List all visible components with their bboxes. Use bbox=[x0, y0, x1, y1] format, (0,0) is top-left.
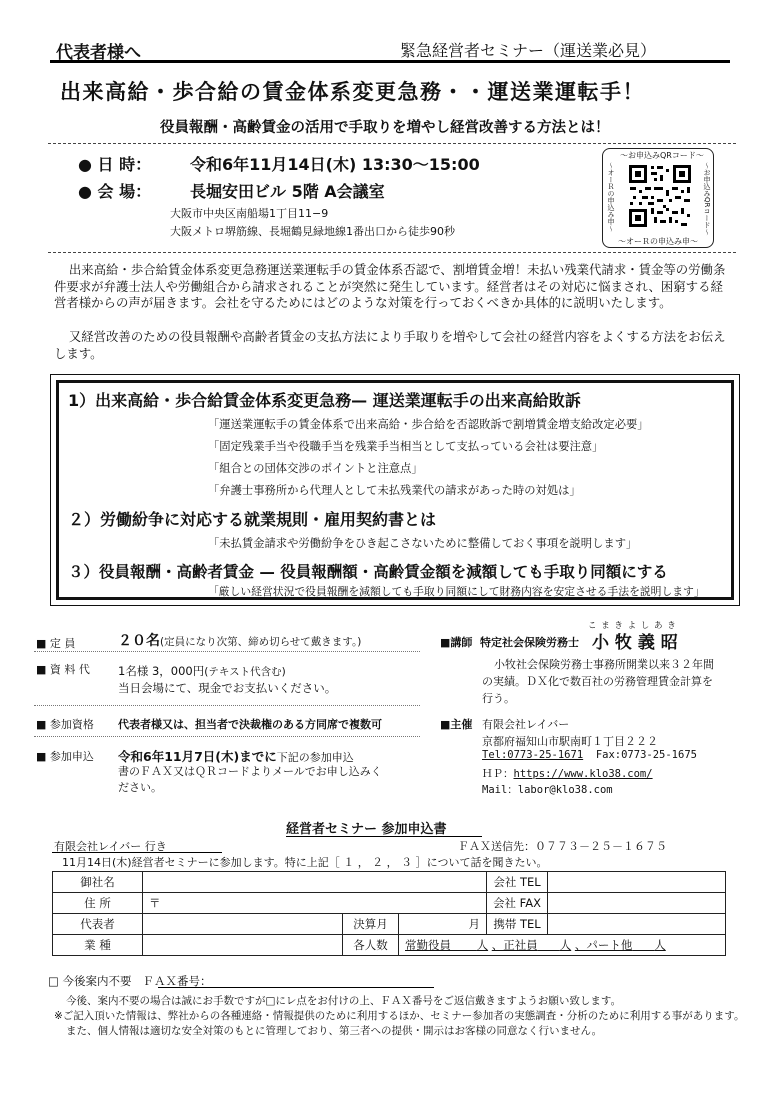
section-1-heading: 1）出来高給・歩合給賃金体系変更急務— 運送業運転手の出来高給敗訴 bbox=[68, 391, 581, 410]
footer-note-3: また、個人情報は適切な安全対策のもとに管理しており、第三者への提供・開示はお客様の同意なく行いません。 bbox=[66, 1025, 603, 1037]
subtitle: 役員報酬・高齢賃金の活用で手取りを増やし経営改善する方法とは！ bbox=[160, 120, 610, 136]
organizer-label: ■主催 bbox=[440, 718, 473, 731]
event-address: 大阪市中央区南船場1丁目11−9 bbox=[170, 207, 329, 220]
form-address-field[interactable] bbox=[143, 893, 487, 914]
intro-paragraph-1: 出来高給・歩合給賃金体系変更急務運送業運転手の賃金体系否認で、割増賃金増！未払い残業代請求・賃金等の労働条件要求が弁護士法人や労働組合から請求されることが突然に発生しています。経営者はその対応に悩まされ、困窮する経営者様からの声が届きます。会社を守るためにはどのような対策を行っておくべきか具体的に説明いたします。 bbox=[54, 262, 726, 310]
fee-value-group bbox=[118, 660, 286, 679]
organizer-mail[interactable]: Mail：labor@klo38.com bbox=[482, 784, 613, 796]
dashed-divider-mid bbox=[48, 252, 736, 253]
form-industry-field[interactable] bbox=[143, 935, 343, 956]
organizer-address: 京都府福知山市駅南町１丁目２２２ bbox=[482, 735, 658, 748]
main-title: 出来高給・歩合給の賃金体系変更急務・・運送業運転手！ bbox=[60, 79, 645, 104]
section-2-item: 「未払賃金請求や労働紛争をひき起こさないために整備しておく事項を説明します」 bbox=[208, 537, 638, 550]
organizer-hp-label: ＨＰ： bbox=[482, 768, 514, 780]
organizer-hp-link[interactable]: https://www.klo38.com/ bbox=[513, 768, 653, 780]
fee-value: 1名様 3，000円 bbox=[118, 664, 205, 678]
section-1-item: 「固定残業手当や役職手当を残業手当相当として支払っている会社は要注意」 bbox=[208, 440, 604, 453]
qr-top-text: 〜お申込みQRコード〜 bbox=[620, 151, 704, 160]
capacity-row bbox=[36, 632, 75, 651]
form-mobile-tel-label: 携帯 TEL bbox=[487, 914, 548, 935]
section-1-item: 「運送業運転手の賃金体系で出来高給・歩合給を否認敗訴で割増賃金増支給改定必要」 bbox=[208, 418, 649, 431]
person-unit: 人 bbox=[559, 938, 572, 952]
section-3-heading: ３）役員報酬・高齢者賃金 — 役員報酬額・高齢賃金額を減額しても手取り同額にする bbox=[68, 563, 668, 581]
header-divider bbox=[50, 60, 730, 63]
event-access: 大阪メトロ堺筋線、長堀鶴見緑地線1番出口から徒歩90秒 bbox=[170, 225, 455, 238]
section-3-item: 「厳しい経営状況で役員報酬を減額しても手取り同額にして財務内容を安定させる手法を説明します」 bbox=[208, 585, 705, 598]
form-statement: 11月14日(木)経営者セミナーに参加します。特に上記［ １ ， ２ ， ３ ］について話を聞きたい。 bbox=[62, 856, 548, 869]
form-fax-to: ＦＡＸ送信先：０７７３－２５－１６７５ bbox=[458, 840, 667, 853]
separator bbox=[34, 705, 420, 706]
separator bbox=[34, 651, 420, 652]
executives-label: 常勤役員 bbox=[405, 938, 451, 952]
lecturer-title: 特定社会保険労務士 bbox=[480, 636, 579, 649]
intro-paragraph-2: 又経営改善のための役員報酬や高齢者賃金の支払方法により手取りを増やして会社の経営内容をよくする方法をお伝えします。 bbox=[54, 329, 726, 361]
headcount-parttime bbox=[575, 938, 666, 952]
form-mobile-tel-field[interactable] bbox=[548, 914, 726, 935]
apply-text-3: ださい。 bbox=[118, 781, 162, 794]
form-headcount-label: 各人数 bbox=[343, 935, 399, 956]
form-company-tel-label: 会社 TEL bbox=[487, 872, 548, 893]
apply-text-2: 書のＦＡＸ又はＱＲコードよりメールでお申し込みく bbox=[118, 765, 382, 778]
lecturer-bio: の実績。ＤＸ化で数百社の労務管理賃金計算を bbox=[482, 675, 713, 688]
lecturer-label: ■講師 bbox=[440, 636, 473, 649]
fax-number-field[interactable] bbox=[158, 987, 434, 988]
month-unit: 月 bbox=[468, 917, 481, 931]
organizer-hp-row bbox=[482, 766, 653, 781]
person-unit: 人 bbox=[476, 938, 489, 952]
fee-note: (テキスト代含む) bbox=[204, 666, 286, 678]
fax-number-label: ＦＡＸ番号： bbox=[142, 974, 212, 988]
event-date bbox=[78, 152, 480, 175]
lecturer-bio: 小牧社会保険労務士事務所開業以来３２年間 bbox=[494, 658, 714, 671]
person-unit: 人 bbox=[654, 938, 666, 952]
qr-left-text: 〜オーＲの申込み申〜 bbox=[607, 162, 615, 232]
event-venue bbox=[78, 179, 385, 202]
qr-right-text: 〜お申込みQRコード〜 bbox=[703, 162, 711, 236]
addressee: 代表者様へ bbox=[56, 43, 141, 63]
organizer-name: 有限会社レイバー bbox=[482, 718, 570, 731]
headcount-executives bbox=[405, 938, 488, 952]
postal-mark: 〒 bbox=[149, 896, 161, 910]
fee-label: ■ 資 料 代 bbox=[36, 663, 90, 676]
qualification-value: 代表者様又は、担当者で決裁権のある方同席で複数可 bbox=[118, 718, 382, 731]
form-to-underline bbox=[52, 852, 222, 853]
form-address-label: 住 所 bbox=[53, 893, 143, 914]
separator bbox=[34, 736, 420, 737]
form-to: 有限会社レイバー 行き bbox=[54, 840, 167, 853]
form-representative-field[interactable] bbox=[143, 914, 343, 935]
form-industry-label: 業 種 bbox=[53, 935, 143, 956]
headcount-employees bbox=[492, 938, 571, 952]
parttime-label: 、パート他 bbox=[574, 938, 633, 952]
organizer-fax: Fax:0773-25-1675 bbox=[595, 749, 697, 761]
apply-text-1: 下記の参加申込 bbox=[276, 751, 354, 764]
qr-code-icon[interactable] bbox=[627, 163, 693, 229]
lecturer-bio: 行う。 bbox=[482, 692, 515, 705]
apply-deadline: 令和6年11月7日(木)までに bbox=[118, 749, 277, 764]
qr-bottom-text: 〜オーＲの申込み申〜 bbox=[618, 237, 698, 246]
form-decision-month-label: 決算月 bbox=[343, 914, 399, 935]
organizer-contact bbox=[482, 749, 697, 761]
form-decision-month-field[interactable] bbox=[399, 914, 487, 935]
apply-label: ■ 参加申込 bbox=[36, 750, 94, 763]
section-1-item: 「弁護士事務所から代理人として未払残業代の請求があった時の対処は」 bbox=[208, 484, 581, 497]
capacity-label: ■ 定 員 bbox=[36, 637, 76, 650]
capacity-value: ２０名 bbox=[118, 633, 160, 649]
capacity-note: (定員になり次第、締め切らせて戴きます。) bbox=[160, 636, 362, 648]
qualification-label: ■ 参加資格 bbox=[36, 718, 94, 731]
organizer-tel[interactable]: Tel:0773-25-1671 bbox=[482, 749, 584, 761]
lecturer-furigana: こ ま き よ し あ き bbox=[588, 621, 677, 631]
section-2-heading: ２）労働紛争に対応する就業規則・雇用契約書とは bbox=[68, 510, 437, 529]
form-title-underline bbox=[286, 836, 482, 837]
seminar-label: 緊急経営者セミナー（運送業必見） bbox=[400, 41, 657, 60]
form-company-tel-field[interactable] bbox=[548, 872, 726, 893]
fee-payment: 当日会場にて、現金でお支払いください。 bbox=[118, 681, 337, 695]
form-company-label: 御社名 bbox=[53, 872, 143, 893]
application-form-table bbox=[52, 871, 726, 956]
event-date-label: ● 日 時： bbox=[78, 155, 152, 174]
employees-label: 、正社員 bbox=[491, 938, 538, 952]
form-title: 経営者セミナー 参加申込書 bbox=[286, 822, 447, 837]
opt-out-checkbox[interactable]: □ 今後案内不要 bbox=[48, 974, 132, 988]
form-company-fax-label: 会社 FAX bbox=[487, 893, 548, 914]
event-venue-value: 長堀安田ビル 5階 A会議室 bbox=[190, 182, 385, 201]
footer-note-1: 今後、案内不要の場合は誠にお手数ですが□にレ点をお付けの上、ＦＡＸ番号をご返信戴きますようお願い致します。 bbox=[66, 995, 622, 1007]
dashed-divider-top bbox=[48, 143, 736, 144]
event-venue-label: ● 会 場： bbox=[78, 182, 152, 201]
event-date-value: 令和6年11月14日(木) 13:30〜15:00 bbox=[190, 155, 480, 174]
form-company-fax-field[interactable] bbox=[548, 893, 726, 914]
footer-note-2: ※ご記入頂いた情報は、弊社からの各種連絡・情報提供のために利用するほか、セミナー参加者の実態調査・分析のために利用する事があります。 bbox=[54, 1010, 745, 1022]
form-headcount-field[interactable] bbox=[399, 935, 726, 956]
lecturer-name: 小 牧 義 昭 bbox=[592, 633, 678, 653]
form-representative-label: 代表者 bbox=[53, 914, 143, 935]
section-1-item: 「組合との団体交渉のポイントと注意点」 bbox=[208, 462, 423, 475]
form-company-field[interactable] bbox=[143, 872, 487, 893]
capacity-value-group bbox=[118, 630, 361, 650]
